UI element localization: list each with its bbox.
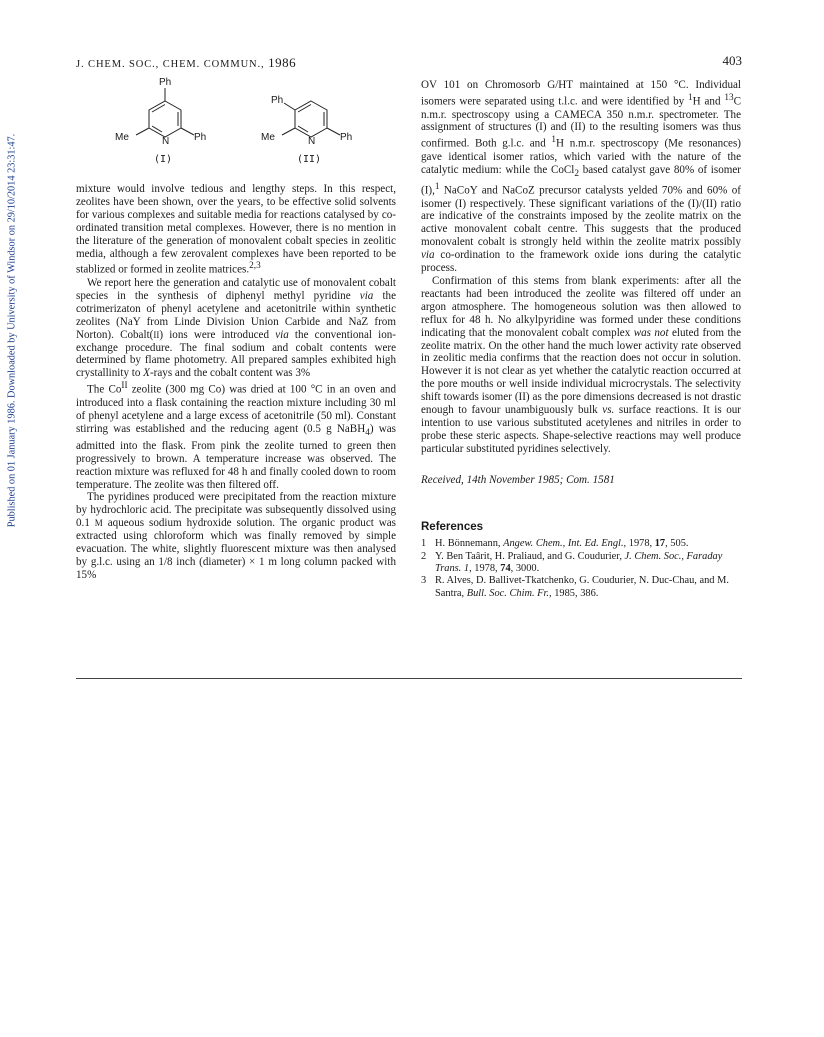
n-label-i: N (162, 136, 170, 147)
paragraph-report: We report here the generation and catalytic use of monovalent cobalt species in the synthesis of diphenyl methyl pyridine via the cotrimerizaton of phenyl acetylene and acetonitrile within synthetic zeolites (NaY from Linde Division Union Carbide and NaZ from Norton). Cobalt(II) ions were introduced via the conventional ion-exchange procedure. The final sodium and cobalt contents were determined by flame photometry. All prepared samples exhibited high crystallinity to X-rays and the cobalt content was 3% (76, 277, 397, 380)
left-column (76, 183, 396, 582)
page-header (76, 55, 742, 71)
reference-item: 2 Y. Ben Taârit, H. Praliaud, and G. Coudurier, J. Chem. Soc., Faraday Trans. 1, 1978, 74, 3000. (421, 550, 723, 575)
structure-label-i: (I) (154, 154, 173, 165)
ring-double-bonds-ii (298, 105, 324, 133)
journal-name: J. CHEM. SOC., CHEM. COMMUN., (76, 59, 265, 70)
paragraph-confirmation: Confirmation of this stems from blank experiments: after all the reactants had been introduced the zeolite was filtered off under an argon atmosphere. The homogeneous solution was then allowed to reflux for 48 h. No alkylpyridine was formed under these conditions indicating that the monovalent cobalt complex was not eluted from the zeolite matrix. On the other hand the much lower activity rate observed in zeolitic media confirms that the reaction does not occur in solution. However it is not clear as yet whether the catalytic reaction occurred at the pore mouths or well inside individual microcrystals. The selectivity shift towards isomer (II) as the pore dimensions decreased is not drastic enough to favour unambiguously bulk vs. surface reactions. It is our intention to use various substituted acetylenes and nitriles in order to probe these steric aspects. Shape-selective reactions may well produce particular substituted pyridines selectively. (421, 274, 742, 455)
chemical-structures (110, 74, 380, 170)
right-column (421, 79, 741, 600)
journal-running-head (76, 55, 296, 71)
paragraph-workup: The pyridines produced were precipitated from the reaction mixture by hydrochloric acid. The precipitate was subsequently dissolved using 0.1 M aqueous sodium hydroxide solution. The organic product was extracted using chloroform which was finally removed by simple evacuation. The white, slightly fluorescent mixture was then analysed by g.l.c. using an 1/8 inch (diameter) × 1 m long column packed with 15% (76, 491, 397, 581)
structure-label-ii: (II) (297, 154, 322, 165)
ring-double-bonds-i (152, 105, 178, 133)
me-label-ii: Me (261, 132, 275, 143)
ph-label-ii-right: Ph (340, 132, 353, 143)
reference-item: 3 R. Alves, D. Ballivet-Tkatchenko, G. Coudurier, N. Duc-Chau, and M. Santra, Bull. Soc. Chim. Fr., 1985, 386. (421, 575, 729, 599)
references-heading: References (421, 520, 484, 533)
n-label-ii: N (308, 136, 316, 147)
references-list (421, 538, 741, 599)
paragraph-zeolites-intro: mixture would involve tedious and lengthy steps. In this respect, zeolites have been shown, over the years, to be effective solid solvents for various complexes and suitable media for reactions catalysed by co-ordinated transition metal complexes. However, there is no mention in the literature of the generation of monovalent cobalt species in zeolitic media, although a few zerovalent complexes have been reported to be stablized or formed in zeolite matrices.$^{2,3}$ (76, 183, 396, 277)
reference-item: 1 H. Bönnemann, Angew. Chem., Int. Ed. Engl., 1978, 17, 505. (421, 538, 689, 550)
me-label-i: Me (115, 132, 129, 143)
page-number: 403 (722, 53, 742, 68)
paragraph-analysis: OV 101 on Chromosorb G/HT maintained at 150 °C. Individual isomers were separated using t.l.c. and were identified by $^1$H and $^{13}$C n.m.r. spectroscopy using a CAMECA 350 n.m.r. spectrometer. The assignment of structures (I) and (II) to the resulting isomers was thus confirmed. Both g.l.c. and $^1$H n.m.r. spectroscopy (Me resonances) gave identical isomer ratios, which varied with the nature of the catalytic medium: while the CoCl$_2$ based catalyst gave 80% of isomer (I),$^1$ NaCoY and NaCoZ precursor catalysts yelded 70% and 60% of isomer (I) respectively. These significant variations of the (I)/(II) ratio are indicative of the constraints imposed by the zeolite matrix on the active monovalent cobalt centre. This suggests that the produced monovalent cobalt is strongly held within the zeolite matrix possibly via co-ordination to the framework oxide ions during the catalytic process. (421, 79, 741, 275)
pyridine-ring-i (149, 101, 181, 137)
paragraph-procedure: The $Co^{II}$ zeolite (300 mg Co) was dried at 100 °C in an oven and introduced into a flask containing the reaction mixture including 30 ml of phenyl acetylene and a large excess of acetonitrile (50 ml). Constant stirring was established and the reducing agent (0.5 g NaBH$_4$) was admitted into the flask. From pink the zeolite turned to green then progressively to brown. A temperature increase was observed. The reaction mixture was refluxed for 48 h and finally cooled down to room temperature. The zeolite was then filtered off. (76, 381, 397, 491)
page-footer-rule (76, 678, 742, 679)
download-notice: Published on 01 January 1986. Downloaded by University of Windsor on 29/10/2014 23:31:47. (6, 133, 18, 527)
substituent-bonds-ii (282, 103, 340, 135)
received-date: Received, 14th November 1985; Com. 1581 (421, 473, 615, 486)
substituent-bonds-i (136, 88, 194, 135)
journal-year: 1986 (268, 55, 297, 70)
ph-label-i-top: Ph (159, 77, 172, 88)
structure-drawing (110, 74, 380, 170)
pyridine-ring-ii (295, 101, 327, 137)
download-watermark (0, 30, 24, 630)
ph-label-i-right: Ph (194, 132, 207, 143)
ph-label-ii-top: Ph (271, 95, 284, 106)
